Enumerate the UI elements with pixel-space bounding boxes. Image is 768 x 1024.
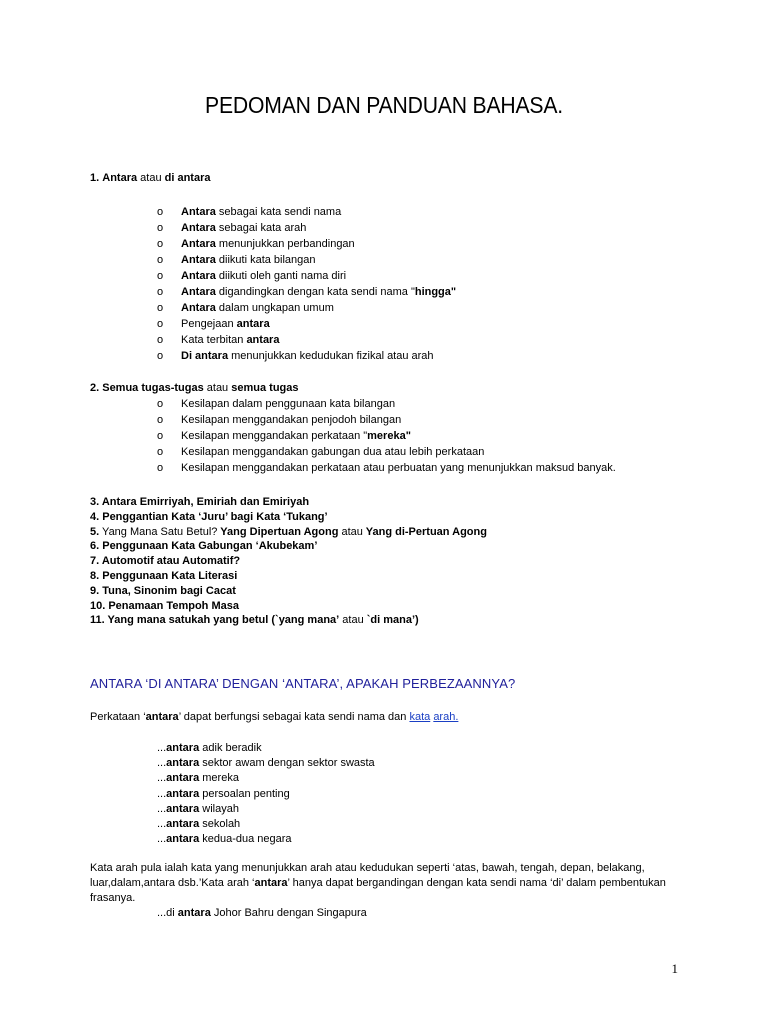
- section-1-item: [157, 204, 456, 220]
- bullet-marker: o: [157, 446, 164, 458]
- link-kata[interactable]: kata: [409, 711, 431, 723]
- item-text: Kesilapan menggandakan gabungan dua atau lebih perkataan: [181, 446, 485, 458]
- document-title: PEDOMAN DAN PANDUAN BAHASA.: [205, 92, 563, 118]
- bullet-marker: o: [157, 414, 164, 426]
- section-2-term-b: semua tugas: [231, 382, 299, 394]
- topic-5-number: 5.: [90, 525, 100, 538]
- section-2-item: [157, 444, 616, 460]
- section-2-term-a: 2. Semua tugas-tugas: [90, 382, 204, 394]
- item-text: sebagai kata arah: [215, 222, 307, 234]
- section-1-item: [157, 348, 456, 364]
- item-bold: Antara: [181, 302, 216, 314]
- example-bold: antara: [166, 772, 200, 785]
- topic-item-11: [90, 613, 487, 628]
- bullet-marker: o: [157, 350, 164, 362]
- example-2-rest: Johor Bahru dengan Singapura: [210, 907, 367, 919]
- item-bold-2: hingga": [414, 286, 457, 298]
- section-2-item: [157, 428, 616, 444]
- item-text: Kata terbitan: [181, 334, 247, 346]
- example-bold: antara: [166, 817, 200, 830]
- bullet-marker: o: [157, 398, 164, 410]
- para2-line2-bold: antara: [254, 877, 288, 889]
- example-2-bold: antara: [177, 907, 211, 919]
- section-1-item: [157, 220, 456, 236]
- topic-item-5: [90, 525, 487, 540]
- topic-5-term-b: Yang di-Pertuan Agong: [362, 525, 487, 538]
- section-2-item: [157, 412, 616, 428]
- example-pre: ...: [157, 817, 167, 830]
- example-item: [157, 817, 375, 832]
- para2-line2-post: ’ hanya dapat bergandingan dengan kata sendi nama ‘di’ dalam pembentukan frasanya.: [90, 877, 666, 904]
- bullet-marker: o: [157, 270, 164, 282]
- example-pre: ...: [157, 757, 167, 770]
- bullet-marker: o: [157, 286, 164, 298]
- bullet-marker: o: [157, 254, 164, 266]
- item-text: dalam ungkapan umum: [215, 302, 334, 314]
- topic-11-term-a: 11. Yang mana satukah yang betul (`yang mana’: [90, 614, 340, 627]
- numbered-topic-list: [90, 495, 487, 628]
- example-item: [157, 741, 375, 756]
- topic-item-4: 4. Penggantian Kata ‘Juru’ bagi Kata ‘Tukang’: [90, 510, 328, 523]
- item-bold: Antara: [181, 270, 216, 282]
- example-rest: mereka: [199, 772, 239, 785]
- intro-mid: ’ dapat berfungsi sebagai kata sendi nama dan: [178, 711, 410, 723]
- page-number: 1: [671, 961, 678, 976]
- example-2-pre: ...di: [157, 907, 178, 919]
- item-bold: Di antara: [181, 350, 229, 362]
- bullet-marker: o: [157, 206, 164, 218]
- item-text: Kesilapan dalam penggunaan kata bilangan: [181, 398, 396, 410]
- example-bold: antara: [166, 802, 200, 815]
- example-bold: antara: [166, 787, 200, 800]
- section-1-item: [157, 268, 456, 284]
- item-text: diikuti kata bilangan: [215, 254, 316, 266]
- intro-pre: Perkataan ‘: [90, 711, 146, 723]
- section-1-item: [157, 252, 456, 268]
- example-item: [157, 787, 375, 802]
- section-1-conj: atau: [140, 172, 162, 184]
- section-1-term-b: di antara: [164, 172, 211, 184]
- topic-item-9: 9. Tuna, Sinonim bagi Cacat: [90, 584, 236, 597]
- example-rest: adik beradik: [199, 742, 262, 754]
- item-bold: Antara: [181, 254, 216, 266]
- section-2-item: [157, 396, 616, 412]
- section-1-number: 1.: [90, 172, 100, 184]
- example-pre: ...: [157, 802, 167, 815]
- item-bold-2: antara: [236, 318, 270, 330]
- bullet-marker: o: [157, 462, 164, 474]
- article-intro: [90, 710, 690, 725]
- article-heading: ANTARA ‘DI ANTARA’ DENGAN ‘ANTARA’, APAKAH PERBEZAANNYA?: [90, 676, 516, 691]
- item-bold: Antara: [181, 286, 216, 298]
- section-1-item: [157, 236, 456, 252]
- topic-5-conj: atau: [338, 525, 363, 538]
- topic-5-question: Yang Mana Satu Betul?: [99, 525, 218, 538]
- example-rest: sektor awam dengan sektor swasta: [199, 757, 375, 770]
- example-2: [157, 906, 367, 921]
- example-bold: antara: [166, 757, 200, 770]
- item-text: sebagai kata sendi nama: [215, 206, 342, 218]
- item-text: menunjukkan perbandingan: [215, 238, 355, 250]
- item-text: Kesilapan menggandakan perkataan atau perbuatan yang menunjukkan maksud banyak.: [181, 462, 616, 474]
- example-pre: ...: [157, 833, 167, 846]
- bullet-marker: o: [157, 302, 164, 314]
- example-pre: ...: [157, 742, 167, 754]
- bullet-marker: o: [157, 222, 164, 234]
- section-1-item: [157, 332, 456, 348]
- topic-item-8: 8. Penggunaan Kata Literasi: [90, 569, 238, 582]
- example-list: [157, 741, 375, 847]
- item-text: Kesilapan menggandakan penjodoh bilangan: [181, 414, 402, 426]
- section-1-item: [157, 284, 457, 300]
- item-bold: Antara: [181, 238, 216, 250]
- example-pre: ...: [157, 787, 167, 800]
- item-bold-2: mereka": [367, 430, 411, 442]
- bullet-marker: o: [157, 238, 164, 250]
- section-1-item: [157, 316, 456, 332]
- para2-line-2: [90, 876, 690, 906]
- bullet-marker: o: [157, 430, 164, 442]
- item-bold: Antara: [181, 222, 216, 234]
- example-item: [157, 832, 375, 847]
- bullet-marker: o: [157, 318, 164, 330]
- section-2-heading: [90, 381, 299, 396]
- example-rest: kedua-dua negara: [199, 833, 292, 846]
- example-rest: wilayah: [199, 802, 239, 815]
- article-paragraph-2: [90, 861, 690, 906]
- link-arah[interactable]: arah.: [433, 711, 459, 723]
- topic-item-7: 7. Automotif atau Automatif?: [90, 555, 241, 568]
- example-item: [157, 756, 375, 771]
- example-bold: antara: [166, 833, 200, 846]
- item-bold-2: antara: [246, 334, 280, 346]
- bullet-marker: o: [157, 334, 164, 346]
- example-pre: ...: [157, 772, 167, 785]
- topic-item-3: 3. Antara Emirriyah, Emiriah dan Emiriyah: [90, 496, 310, 508]
- para2-line-1: Kata arah pula ialah kata yang menunjukkan arah atau kedudukan seperti ‘atas, bawah, tengah, depan, belakang,: [90, 862, 645, 874]
- topic-11-term-b: `di mana’): [363, 614, 419, 627]
- example-rest: persoalan penting: [199, 787, 290, 800]
- example-rest: sekolah: [199, 817, 241, 830]
- item-text: diikuti oleh ganti nama diri: [215, 270, 347, 282]
- topic-5-term-a: Yang Dipertuan Agong: [217, 525, 339, 538]
- item-text: menunjukkan kedudukan fizikal atau arah: [228, 350, 434, 362]
- section-2-bullet-list: [157, 396, 616, 476]
- section-1-heading: [90, 171, 211, 186]
- example-bold: antara: [166, 742, 200, 754]
- topic-11-conj: atau: [339, 614, 364, 627]
- example-item: [157, 771, 375, 786]
- example-item: [157, 802, 375, 817]
- intro-bold: antara: [145, 711, 179, 723]
- item-text: Pengejaan: [181, 318, 237, 330]
- para2-line2-pre: luar,dalam,antara dsb.’Kata arah ‘: [90, 877, 255, 889]
- topic-item-6: 6. Penggunaan Kata Gabungan ‘Akubekam’: [90, 540, 318, 553]
- item-text: digandingkan dengan kata sendi nama ": [215, 286, 415, 298]
- item-text: Kesilapan menggandakan perkataan ": [181, 430, 368, 442]
- section-2-conj: atau: [206, 382, 229, 394]
- section-1-term-a: Antara: [102, 172, 138, 184]
- topic-item-10: 10. Penamaan Tempoh Masa: [90, 599, 239, 612]
- section-1-bullet-list: [157, 204, 457, 364]
- section-1-item: [157, 300, 456, 316]
- section-2-item: [157, 460, 616, 476]
- item-bold: Antara: [181, 206, 216, 218]
